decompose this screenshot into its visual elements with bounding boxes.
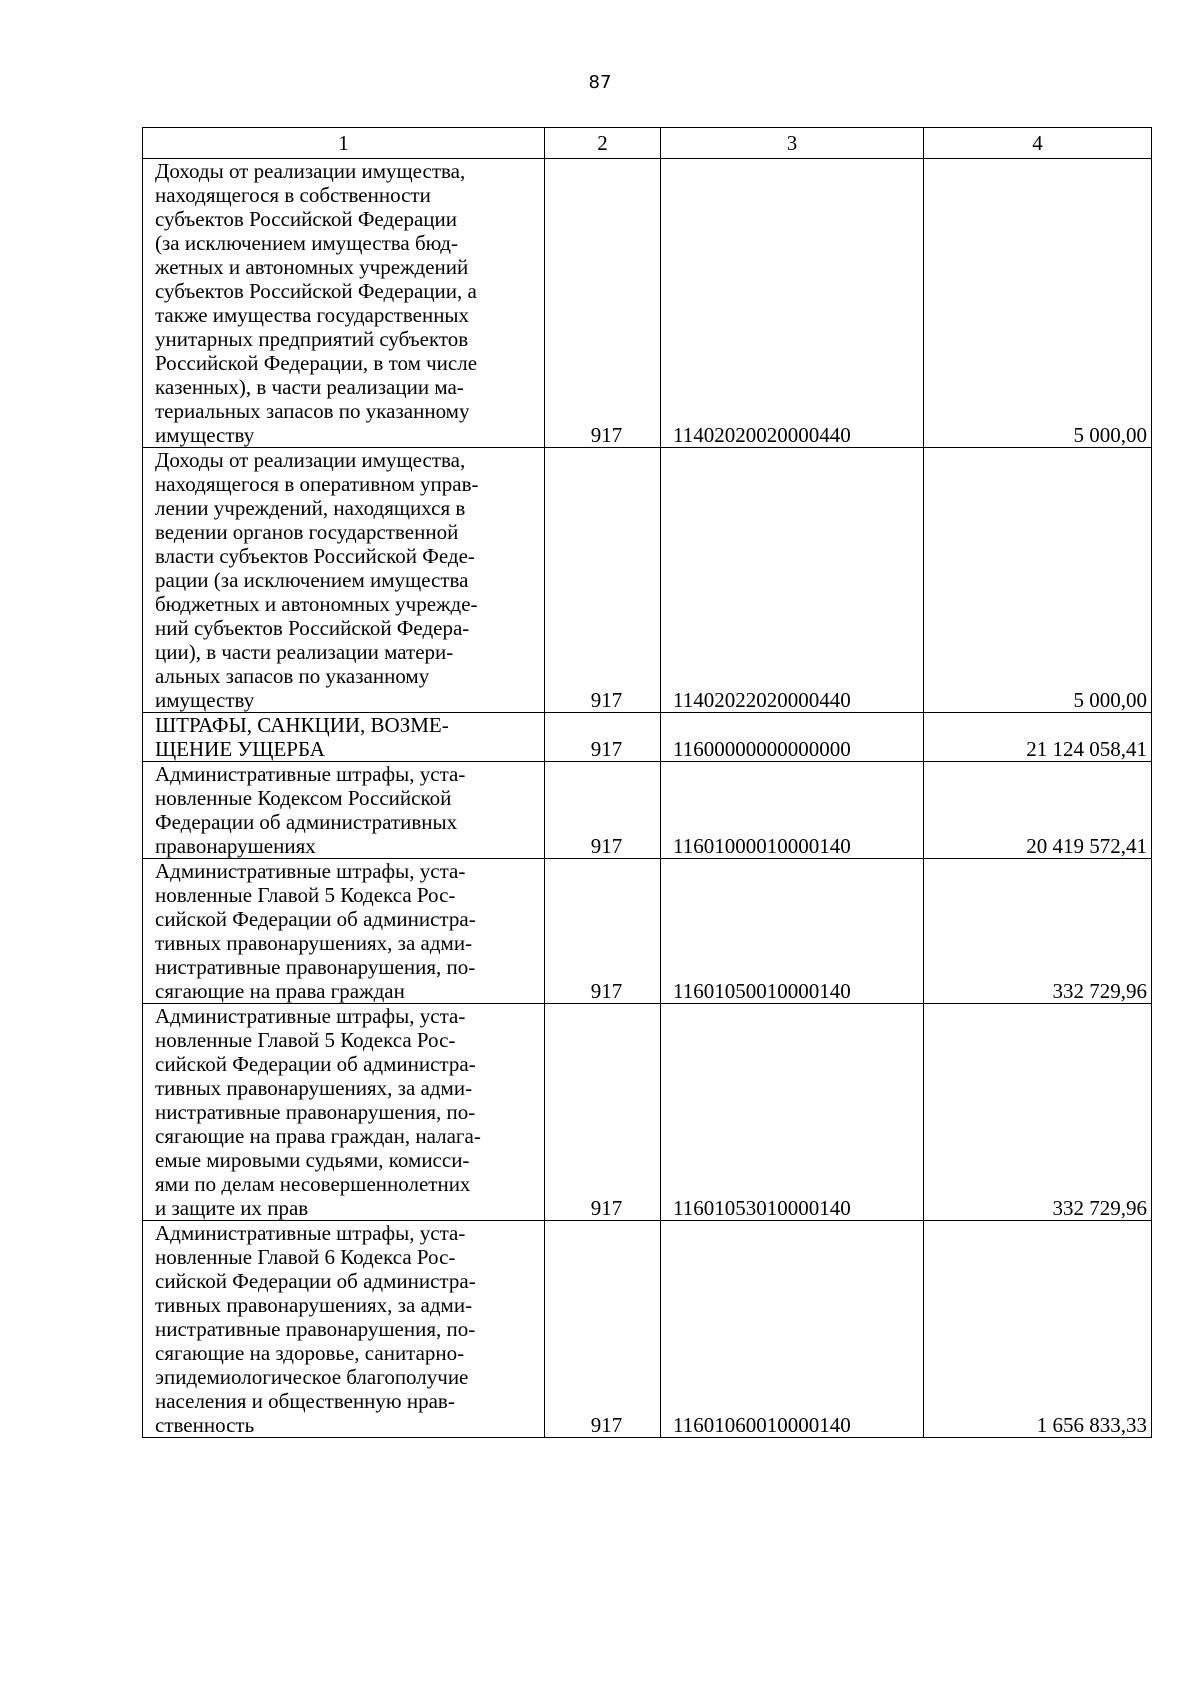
administrator-code-cell: 917 [545, 713, 661, 762]
revenue-code-cell: 11601050010000140 [661, 859, 924, 1004]
column-header-3: 3 [661, 128, 924, 159]
revenue-code-cell: 11402020020000440 [661, 159, 924, 448]
amount-cell: 20 419 572,41 [924, 762, 1152, 859]
table-row [143, 159, 1152, 448]
table-row [143, 859, 1152, 1004]
administrator-code-cell: 917 [545, 1221, 661, 1438]
page-number: 87 [588, 72, 612, 93]
revenue-name-cell: Административные штрафы, уста- новленные Главой 5 Кодекса Рос- сийской Федерации об администра- тивных правонарушениях, за адми- нистративные правонарушения, по- сягающие на права граждан, налага- емые мировыми судьями, комисси- ями по делам несовершеннолетних и защите их прав [143, 1004, 545, 1221]
revenue-name-cell: ШТРАФЫ, САНКЦИИ, ВОЗМЕ- ЩЕНИЕ УЩЕРБА [143, 713, 545, 762]
column-header-2: 2 [545, 128, 661, 159]
amount-cell: 1 656 833,33 [924, 1221, 1152, 1438]
revenue-code-cell: 11601053010000140 [661, 1004, 924, 1221]
revenue-name-cell: Административные штрафы, уста- новленные Главой 5 Кодекса Рос- сийской Федерации об администра- тивных правонарушениях, за адми- нистративные правонарушения, по- сягающие на права граждан [143, 859, 545, 1004]
amount-cell: 332 729,96 [924, 1004, 1152, 1221]
table-row [143, 713, 1152, 762]
revenue-code-cell: 11601000010000140 [661, 762, 924, 859]
administrator-code-cell: 917 [545, 859, 661, 1004]
revenue-table [142, 127, 1152, 1438]
amount-cell: 5 000,00 [924, 448, 1152, 713]
table-row [143, 1221, 1152, 1438]
table-row [143, 1004, 1152, 1221]
amount-cell: 5 000,00 [924, 159, 1152, 448]
administrator-code-cell: 917 [545, 159, 661, 448]
column-header-1: 1 [143, 128, 545, 159]
revenue-name-cell: Доходы от реализации имущества, находящегося в собственности субъектов Российской Федерации (за исключением имущества бюд- жетных и автономных учреждений субъектов Российской Федерации, а также имущества государственных унитарных предприятий субъектов Российской Федерации, в том числе казенных), в части реализации ма- териальных запасов по указанному имуществу [143, 159, 545, 448]
revenue-code-cell: 11600000000000000 [661, 713, 924, 762]
column-header-4: 4 [924, 128, 1152, 159]
revenue-code-cell: 11601060010000140 [661, 1221, 924, 1438]
revenue-code-cell: 11402022020000440 [661, 448, 924, 713]
amount-cell: 332 729,96 [924, 859, 1152, 1004]
table-row [143, 762, 1152, 859]
administrator-code-cell: 917 [545, 448, 661, 713]
header-row [143, 128, 1152, 159]
revenue-name-cell: Административные штрафы, уста- новленные Главой 6 Кодекса Рос- сийской Федерации об администра- тивных правонарушениях, за адми- нистративные правонарушения, по- сягающие на здоровье, санитарно- эпидемиологическое благополучие населения и общественную нрав- ственность [143, 1221, 545, 1438]
revenue-name-cell: Доходы от реализации имущества, находящегося в оперативном управ- лении учреждений, находящихся в ведении органов государственной власти субъектов Российской Феде- рации (за исключением имущества бюджетных и автономных учрежде- ний субъектов Российской Федера- ции), в части реализации матери- альных запасов по указанному имуществу [143, 448, 545, 713]
administrator-code-cell: 917 [545, 1004, 661, 1221]
table-row [143, 448, 1152, 713]
administrator-code-cell: 917 [545, 762, 661, 859]
revenue-name-cell: Административные штрафы, уста- новленные Кодексом Российской Федерации об административных правонарушениях [143, 762, 545, 859]
amount-cell: 21 124 058,41 [924, 713, 1152, 762]
